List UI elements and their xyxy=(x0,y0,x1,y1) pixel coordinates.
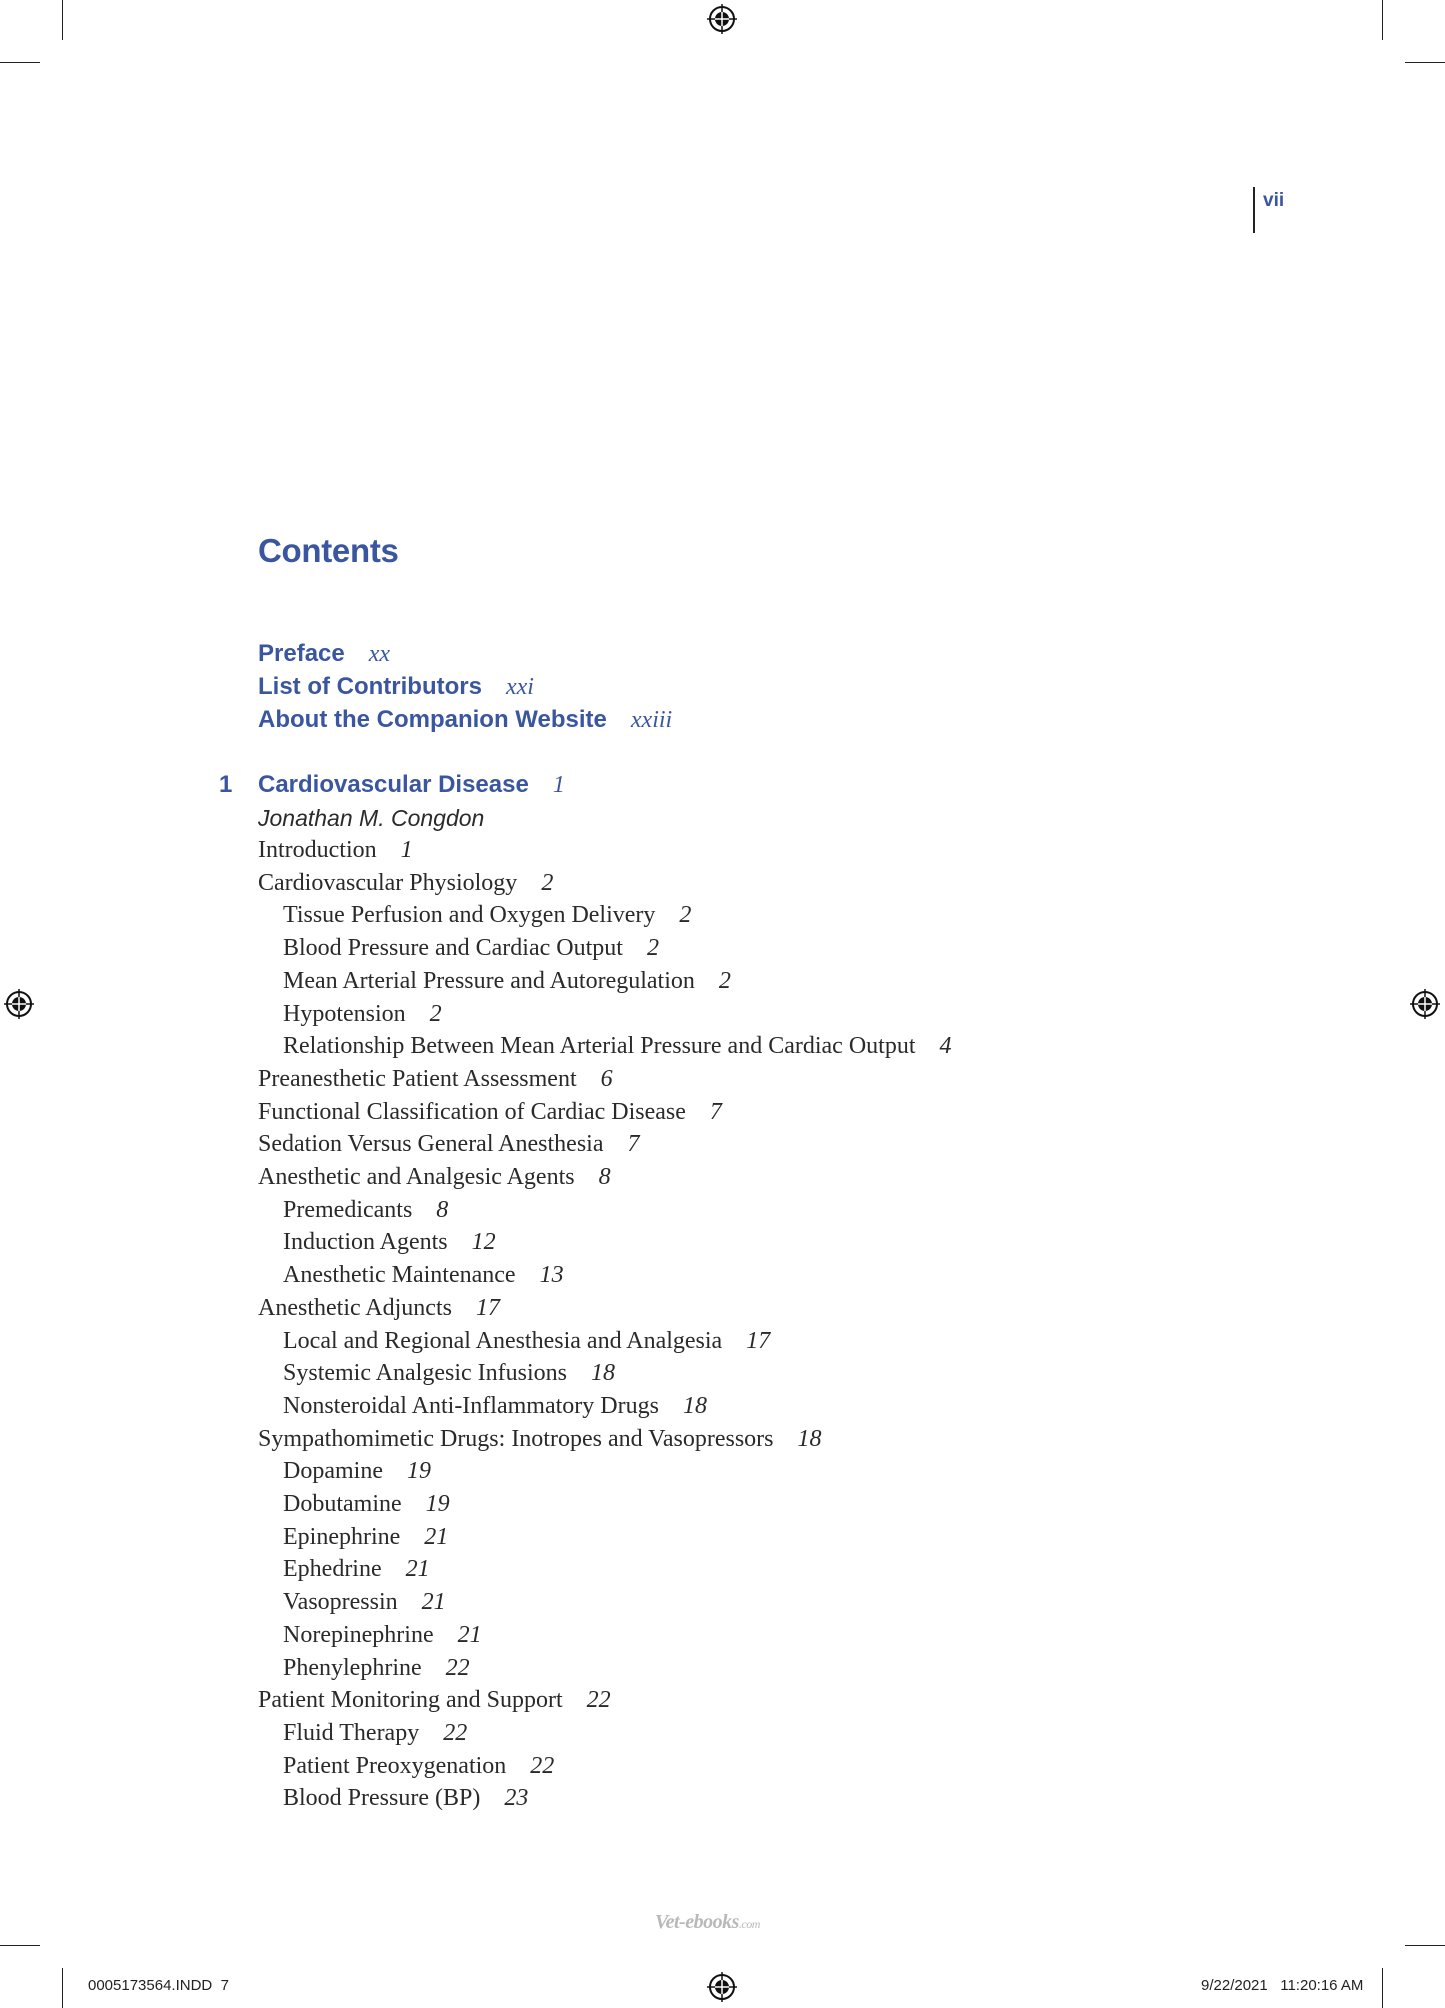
toc-subsection-entry[interactable] xyxy=(283,932,659,964)
toc-subsection-entry[interactable] xyxy=(283,1553,430,1585)
toc-entry-label: Norepinephrine xyxy=(283,1622,434,1648)
watermark-text: Vet-ebooks xyxy=(655,1911,739,1933)
toc-entry-label: Induction Agents xyxy=(283,1229,448,1255)
toc-section-entry[interactable] xyxy=(258,834,413,866)
toc-front-preface[interactable] xyxy=(258,638,390,670)
toc-entry-label: Dobutamine xyxy=(283,1491,402,1517)
toc-entry-label: Local and Regional Anesthesia and Analgesia xyxy=(283,1328,723,1354)
toc-entry-label: Preface xyxy=(258,640,345,667)
toc-entry-label: Sedation Versus General Anesthesia xyxy=(258,1131,604,1157)
toc-entry-page: 1 xyxy=(400,837,413,863)
toc-front-contributors[interactable] xyxy=(258,671,534,703)
toc-entry-page: 7 xyxy=(709,1099,722,1125)
toc-section-entry[interactable] xyxy=(258,1161,611,1193)
toc-entry-label: Patient Preoxygenation xyxy=(283,1753,507,1779)
toc-subsection-entry[interactable] xyxy=(283,998,442,1030)
toc-entry-label: Systemic Analgesic Infusions xyxy=(283,1360,567,1386)
toc-entry-page: 17 xyxy=(746,1328,771,1354)
toc-front-companion-website[interactable] xyxy=(258,704,672,736)
toc-entry-page: 21 xyxy=(424,1524,449,1550)
toc-entry-page: xxi xyxy=(505,674,534,700)
toc-entry-label: Ephedrine xyxy=(283,1556,382,1582)
toc-entry-label: Fluid Therapy xyxy=(283,1720,420,1746)
watermark-suffix: .com xyxy=(738,1917,760,1931)
crop-mark-top-right-h xyxy=(1405,62,1445,63)
toc-subsection-entry[interactable] xyxy=(283,1750,554,1782)
toc-entry-label: Premedicants xyxy=(283,1197,413,1223)
registration-mark-top-icon xyxy=(707,4,737,34)
toc-entry-page: 7 xyxy=(627,1131,640,1157)
toc-subsection-entry[interactable] xyxy=(283,1357,615,1389)
toc-section-entry[interactable] xyxy=(258,1063,613,1095)
toc-subsection-entry[interactable] xyxy=(283,1586,446,1618)
toc-entry-label: Introduction xyxy=(258,837,377,863)
toc-entry-page: 8 xyxy=(436,1197,449,1223)
toc-subsection-entry[interactable] xyxy=(283,1521,448,1553)
chapter-number: 1 xyxy=(219,771,233,798)
toc-entry-page: 17 xyxy=(475,1295,500,1321)
toc-section-entry[interactable] xyxy=(258,867,553,899)
toc-entry-page: 18 xyxy=(797,1426,822,1452)
chapter-page: 1 xyxy=(552,772,565,798)
toc-entry-page: 18 xyxy=(590,1360,615,1386)
toc-entry-label: Blood Pressure and Cardiac Output xyxy=(283,935,623,961)
toc-subsection-entry[interactable] xyxy=(283,1194,448,1226)
toc-entry-label: Mean Arterial Pressure and Autoregulation xyxy=(283,968,695,994)
toc-subsection-entry[interactable] xyxy=(283,965,731,997)
chapter-author: Jonathan M. Congdon xyxy=(258,805,485,831)
toc-subsection-entry[interactable] xyxy=(283,899,691,931)
toc-entry-page: 2 xyxy=(646,935,659,961)
toc-subsection-entry[interactable] xyxy=(283,1717,467,1749)
toc-entry-page: 21 xyxy=(405,1556,430,1582)
toc-entry-label: Anesthetic Adjuncts xyxy=(258,1295,452,1321)
toc-subsection-entry[interactable] xyxy=(283,1226,496,1258)
toc-entry-label: Patient Monitoring and Support xyxy=(258,1687,563,1713)
toc-entry-label: Tissue Perfusion and Oxygen Delivery xyxy=(283,902,656,928)
registration-mark-right-icon xyxy=(1410,989,1440,1019)
toc-entry-page: 18 xyxy=(682,1393,707,1419)
toc-chapter-title[interactable] xyxy=(258,769,565,801)
toc-entry-label: Sympathomimetic Drugs: Inotropes and Vasopressors xyxy=(258,1426,774,1452)
toc-entry-page: 12 xyxy=(471,1229,496,1255)
toc-entry-page: 2 xyxy=(541,870,554,896)
registration-mark-left-icon xyxy=(4,989,34,1019)
toc-subsection-entry[interactable] xyxy=(283,1455,431,1487)
toc-entry-label: Phenylephrine xyxy=(283,1655,422,1681)
toc-entry-label: Vasopressin xyxy=(283,1589,398,1615)
crop-mark-bottom-left xyxy=(62,1968,63,2008)
crop-mark-bottom-right xyxy=(1382,1968,1383,2008)
chapter-title: Cardiovascular Disease xyxy=(258,771,529,798)
toc-entry-label: Relationship Between Mean Arterial Pressure and Cardiac Output xyxy=(283,1033,916,1059)
slug-filename: 0005173564.INDD 7 xyxy=(88,1977,229,1994)
toc-entry-label: Functional Classification of Cardiac Disease xyxy=(258,1099,686,1125)
watermark-logo xyxy=(655,1911,760,1934)
slug-timestamp: 9/22/2021 11:20:16 AM xyxy=(1201,1977,1364,1994)
page-title: Contents xyxy=(258,532,399,569)
crop-mark-top-right xyxy=(1382,0,1383,40)
toc-section-entry[interactable] xyxy=(258,1128,639,1160)
toc-entry-label: List of Contributors xyxy=(258,673,482,700)
toc-subsection-entry[interactable] xyxy=(283,1325,770,1357)
toc-section-entry[interactable] xyxy=(258,1096,722,1128)
toc-subsection-entry[interactable] xyxy=(283,1259,564,1291)
toc-entry-page: 23 xyxy=(504,1785,529,1811)
toc-entry-page: xxiii xyxy=(630,707,673,733)
crop-mark-bottom-left-h xyxy=(0,1945,40,1946)
crop-mark-top-left xyxy=(62,0,63,40)
toc-entry-page: 6 xyxy=(600,1066,613,1092)
toc-entry-label: About the Companion Website xyxy=(258,706,607,733)
crop-mark-bottom-right-h xyxy=(1405,1945,1445,1946)
toc-subsection-entry[interactable] xyxy=(283,1782,528,1814)
toc-entry-label: Blood Pressure (BP) xyxy=(283,1785,481,1811)
toc-entry-label: Anesthetic and Analgesic Agents xyxy=(258,1164,575,1190)
toc-section-entry[interactable] xyxy=(258,1684,611,1716)
page-number: vii xyxy=(1263,190,1285,211)
crop-mark-top-left-h xyxy=(0,62,40,63)
toc-entry-label: Dopamine xyxy=(283,1458,383,1484)
toc-entry-page: 21 xyxy=(457,1622,482,1648)
toc-entry-page: 22 xyxy=(530,1753,555,1779)
toc-entry-page: 19 xyxy=(425,1491,450,1517)
toc-entry-page: 2 xyxy=(718,968,731,994)
toc-section-entry[interactable] xyxy=(258,1292,500,1324)
toc-entry-page: 2 xyxy=(429,1001,442,1027)
toc-entry-label: Nonsteroidal Anti-Inflammatory Drugs xyxy=(283,1393,659,1419)
toc-entry-page: 22 xyxy=(445,1655,470,1681)
toc-subsection-entry[interactable] xyxy=(283,1488,450,1520)
toc-entry-page: 22 xyxy=(586,1687,611,1713)
toc-subsection-entry[interactable] xyxy=(283,1619,482,1651)
toc-entry-page: 19 xyxy=(406,1458,431,1484)
toc-entry-page: 2 xyxy=(679,902,692,928)
toc-entry-label: Epinephrine xyxy=(283,1524,401,1550)
toc-entry-page: 8 xyxy=(598,1164,611,1190)
toc-subsection-entry[interactable] xyxy=(283,1030,952,1062)
toc-entry-page: 13 xyxy=(539,1262,564,1288)
toc-entry-label: Hypotension xyxy=(283,1001,406,1027)
toc-entry-page: 21 xyxy=(421,1589,446,1615)
toc-entry-page: 22 xyxy=(443,1720,468,1746)
toc-subsection-entry[interactable] xyxy=(283,1390,707,1422)
toc-section-entry[interactable] xyxy=(258,1423,822,1455)
registration-mark-bottom-icon xyxy=(707,1972,737,2002)
toc-subsection-entry[interactable] xyxy=(283,1652,470,1684)
toc-entry-label: Preanesthetic Patient Assessment xyxy=(258,1066,577,1092)
toc-entry-page: 4 xyxy=(939,1033,952,1059)
folio-rule xyxy=(1253,187,1255,233)
toc-entry-label: Anesthetic Maintenance xyxy=(283,1262,516,1288)
toc-entry-page: xx xyxy=(368,641,391,667)
toc-entry-label: Cardiovascular Physiology xyxy=(258,870,518,896)
